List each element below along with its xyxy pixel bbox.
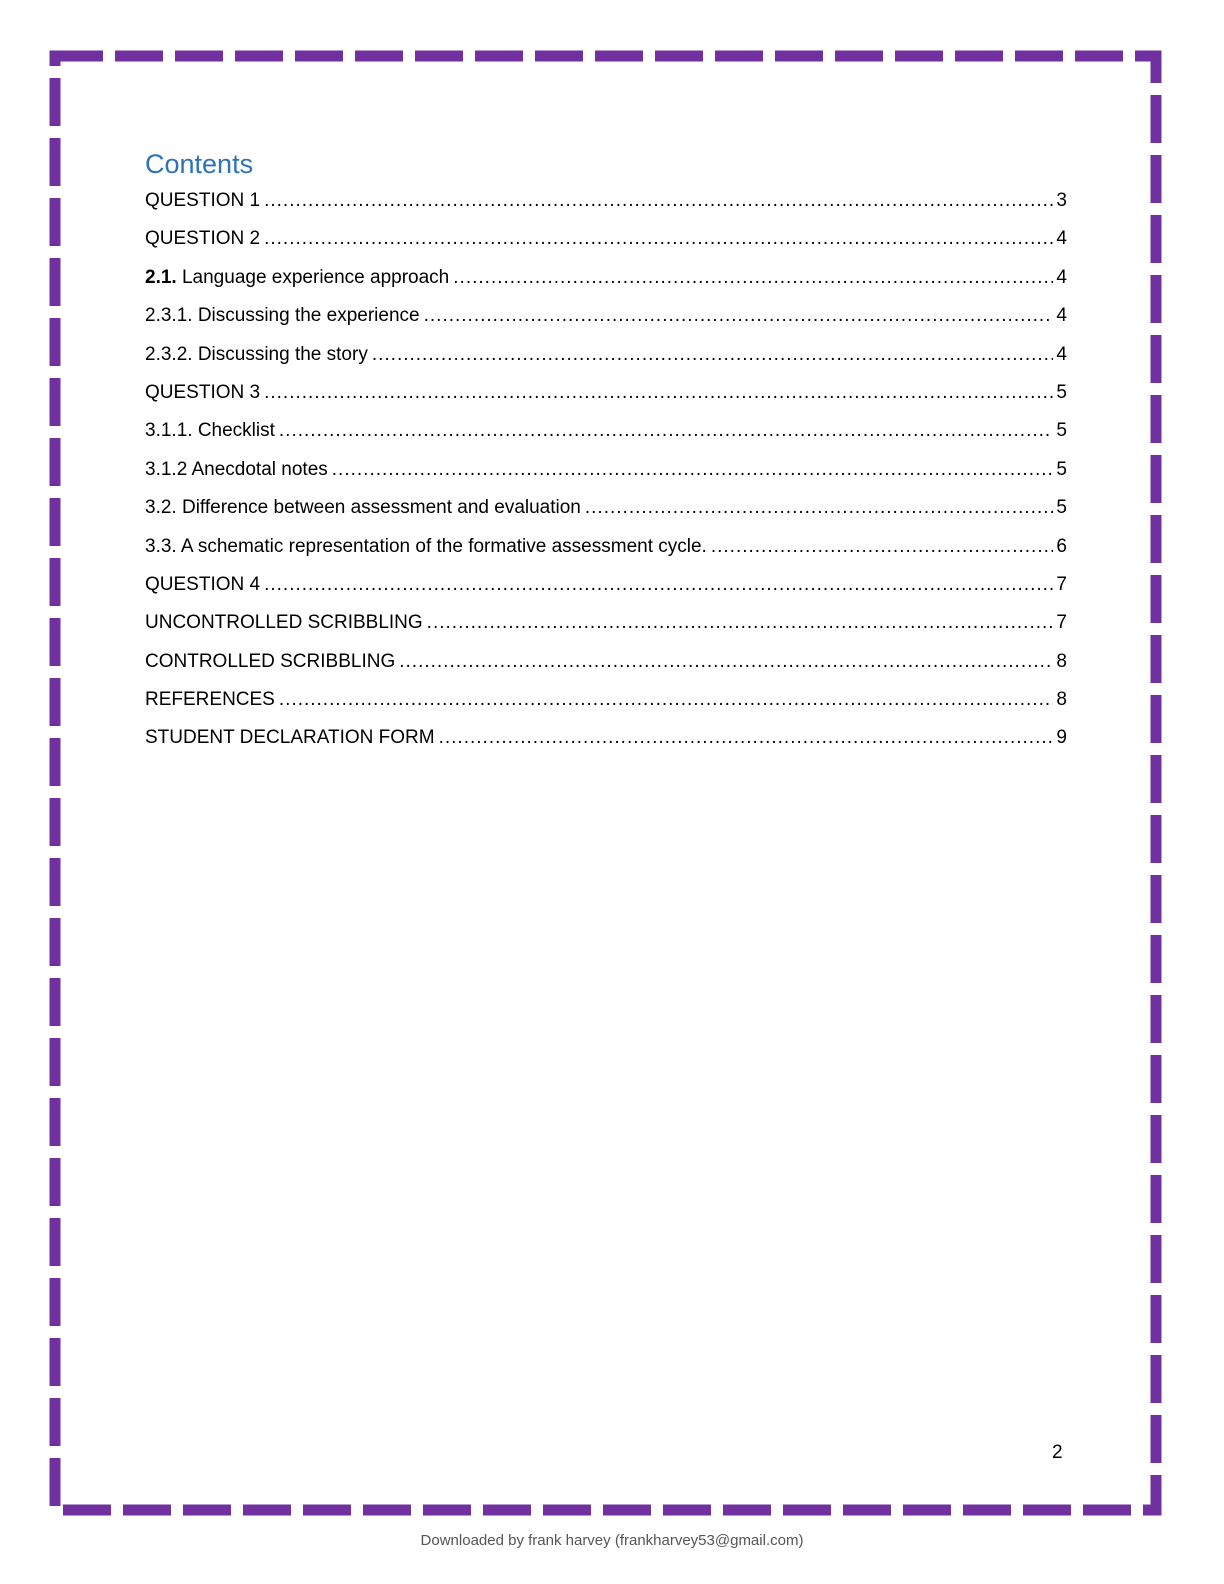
toc-entry-page: 5 <box>1056 458 1067 480</box>
toc-entry-question-3[interactable] <box>145 374 1067 412</box>
toc-entry-language-experience[interactable] <box>145 259 1067 297</box>
toc-entry-title <box>145 336 372 374</box>
toc-entry-controlled-scribbling[interactable] <box>145 643 1067 681</box>
toc-entry-text: QUESTION 2 <box>145 228 261 250</box>
toc-entry-text: UNCONTROLLED SCRIBBLING <box>145 612 423 634</box>
toc-entry-title <box>145 297 424 335</box>
toc-entry-uncontrolled-scribbling[interactable] <box>145 604 1067 642</box>
toc-entry-text: 3.2. Difference between assessment and evaluation <box>145 497 581 519</box>
toc-entry-title <box>145 374 264 412</box>
toc-entry-text: QUESTION 1 <box>145 190 261 211</box>
toc-entry-page: 6 <box>1056 535 1067 557</box>
toc-dot-leader <box>279 412 1054 450</box>
download-footer: Downloaded by frank harvey (frankharvey53@gmail.com) <box>420 1532 804 1549</box>
toc-entry-student-declaration[interactable] <box>145 719 1067 757</box>
toc-entry-title <box>145 566 264 604</box>
toc-entry-page: 7 <box>1056 612 1067 634</box>
table-of-contents <box>145 182 1067 758</box>
toc-entry-page: 4 <box>1056 266 1067 288</box>
toc-entry-title <box>145 604 427 642</box>
toc-entry-prefix: 2.1. <box>145 266 177 288</box>
toc-dot-leader <box>453 259 1053 297</box>
toc-entry-title <box>145 681 279 719</box>
toc-entry-title <box>145 719 439 757</box>
toc-entry-text: CONTROLLED SCRIBBLING <box>145 650 396 672</box>
toc-dot-leader <box>711 528 1054 566</box>
toc-entry-question-2[interactable] <box>145 220 1067 258</box>
toc-dot-leader <box>264 220 1053 258</box>
toc-entry-page: 9 <box>1056 727 1067 749</box>
toc-dot-leader <box>264 182 1053 220</box>
toc-entry-text: 3.1.1. Checklist <box>145 420 275 442</box>
toc-entry-title <box>145 182 264 220</box>
toc-entry-text: 3.1.2 Anecdotal notes <box>145 458 328 480</box>
toc-entry-page: 8 <box>1056 689 1067 711</box>
toc-entry-discussing-story[interactable] <box>145 336 1067 374</box>
contents-heading: Contents <box>145 149 254 179</box>
toc-entry-page: 5 <box>1056 381 1067 403</box>
toc-entry-text: Language experience approach <box>176 266 450 288</box>
toc-entry-title <box>145 259 453 297</box>
toc-entry-text: 3.3. A schematic representation of the formative assessment cycle. <box>145 535 707 557</box>
toc-entry-references[interactable] <box>145 681 1067 719</box>
toc-dot-leader <box>332 451 1054 489</box>
toc-entry-assessment-evaluation[interactable] <box>145 489 1067 527</box>
toc-entry-page: 8 <box>1056 650 1067 672</box>
toc-entry-page: 5 <box>1056 420 1067 442</box>
toc-entry-title <box>145 643 399 681</box>
toc-entry-page: 3 <box>1056 190 1067 211</box>
toc-entry-title <box>145 220 264 258</box>
toc-entry-checklist[interactable] <box>145 412 1067 450</box>
toc-dot-leader <box>279 681 1054 719</box>
toc-dot-leader <box>424 297 1054 335</box>
toc-entry-title <box>145 412 279 450</box>
toc-entry-title <box>145 489 585 527</box>
toc-entry-text: STUDENT DECLARATION FORM <box>145 727 435 749</box>
toc-entry-formative-cycle[interactable] <box>145 528 1067 566</box>
toc-entry-page: 4 <box>1056 305 1067 327</box>
toc-entry-page: 5 <box>1056 497 1067 519</box>
toc-entry-discussing-experience[interactable] <box>145 297 1067 335</box>
toc-entry-anecdotal-notes[interactable] <box>145 451 1067 489</box>
toc-dot-leader <box>399 643 1053 681</box>
toc-entry-text: QUESTION 3 <box>145 381 261 403</box>
toc-entry-page: 4 <box>1056 343 1067 365</box>
toc-entry-page: 7 <box>1056 573 1067 595</box>
toc-entry-text: REFERENCES <box>145 689 275 711</box>
toc-entry-title <box>145 451 332 489</box>
toc-dot-leader <box>264 566 1053 604</box>
toc-entry-text: 2.3.1. Discussing the experience <box>145 305 420 327</box>
toc-entry-title <box>145 528 711 566</box>
toc-entry-text: QUESTION 4 <box>145 573 261 595</box>
toc-dot-leader <box>264 374 1053 412</box>
toc-dot-leader <box>585 489 1054 527</box>
toc-entry-page: 4 <box>1056 228 1067 250</box>
toc-entry-question-1[interactable] <box>145 182 1067 220</box>
toc-entry-question-4[interactable] <box>145 566 1067 604</box>
toc-dot-leader <box>439 719 1054 757</box>
page-number: 2 <box>1052 1442 1063 1463</box>
toc-dot-leader <box>427 604 1054 642</box>
toc-entry-text: 2.3.2. Discussing the story <box>145 343 368 365</box>
toc-dot-leader <box>372 336 1054 374</box>
